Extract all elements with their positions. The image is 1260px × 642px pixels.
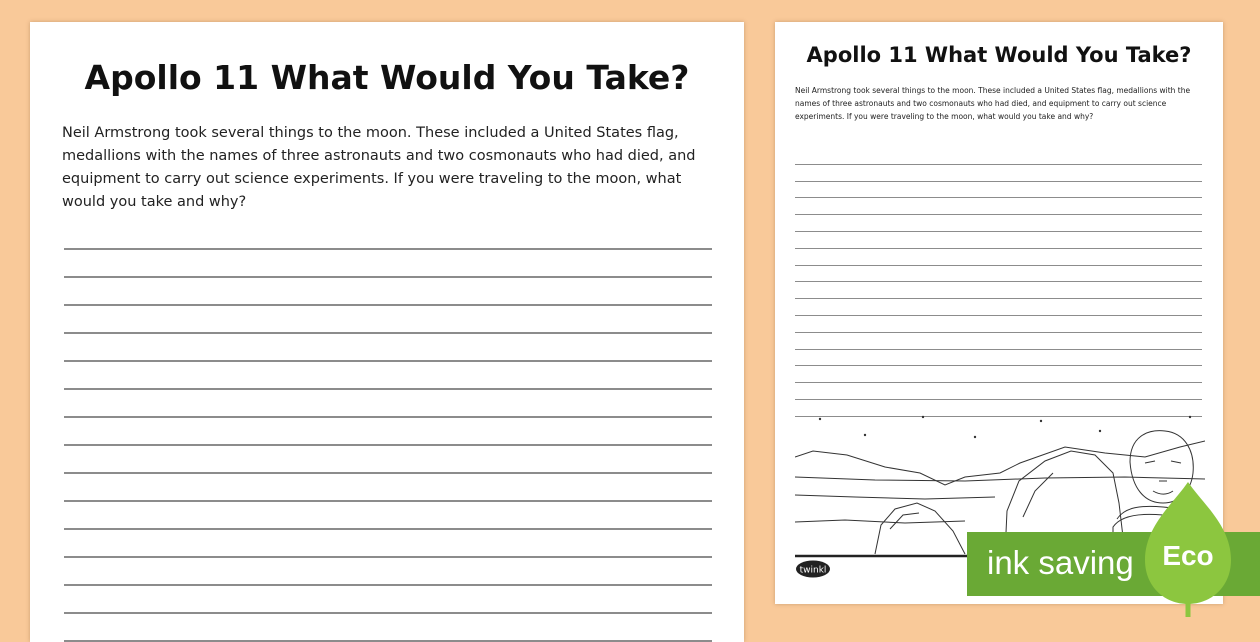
writing-line: [795, 249, 1202, 266]
writing-line: [795, 165, 1202, 182]
writing-line: [64, 586, 712, 614]
writing-line: [795, 350, 1202, 367]
writing-line: [64, 306, 712, 334]
writing-line: [64, 390, 712, 418]
writing-line: [64, 278, 712, 306]
writing-line: [64, 250, 712, 278]
writing-line: [795, 316, 1202, 333]
preview-title: Apollo 11 What Would You Take?: [806, 43, 1192, 67]
writing-line: [795, 282, 1202, 299]
eco-badge: Eco: [1162, 540, 1214, 571]
twinkl-logo-text: twinkl: [799, 565, 827, 576]
writing-line: [795, 333, 1202, 350]
writing-line: [795, 215, 1202, 232]
writing-line: [795, 232, 1202, 249]
writing-line: [64, 474, 712, 502]
writing-line: [64, 418, 712, 446]
worksheet-intro: Neil Armstrong took several things to the moon. These included a United States flag, medallions with the names of three astronauts and two cosmonauts who had died, and equipment to carry out science experiments. If you were traveling to the moon, what would you take and why?: [62, 125, 696, 210]
writing-line: [64, 222, 712, 250]
preview-writing-lines: [795, 148, 1202, 417]
writing-line: [64, 502, 712, 530]
twinkl-logo: [795, 560, 831, 578]
writing-line: [64, 614, 712, 642]
writing-line: [795, 299, 1202, 316]
writing-line: [64, 334, 712, 362]
writing-line: [795, 198, 1202, 215]
writing-line: [64, 530, 712, 558]
worksheet-title: Apollo 11 What Would You Take?: [84, 58, 690, 97]
writing-line: [64, 446, 712, 474]
writing-line: [64, 558, 712, 586]
writing-line: [795, 366, 1202, 383]
writing-line: [795, 383, 1202, 400]
writing-line: [64, 362, 712, 390]
writing-line: [795, 148, 1202, 165]
ink-saving-label: ink saving: [987, 544, 1134, 581]
writing-line: [795, 182, 1202, 199]
worksheet-page-full: [30, 22, 744, 642]
writing-line: [795, 266, 1202, 283]
writing-lines: [64, 222, 712, 642]
preview-intro: Neil Armstrong took several things to the moon. These included a United States flag, medallions with the names of three astronauts and two cosmonauts who had died, and equipment to carry out science experiments. If you were traveling to the moon, what would you take and why?: [795, 86, 1191, 121]
